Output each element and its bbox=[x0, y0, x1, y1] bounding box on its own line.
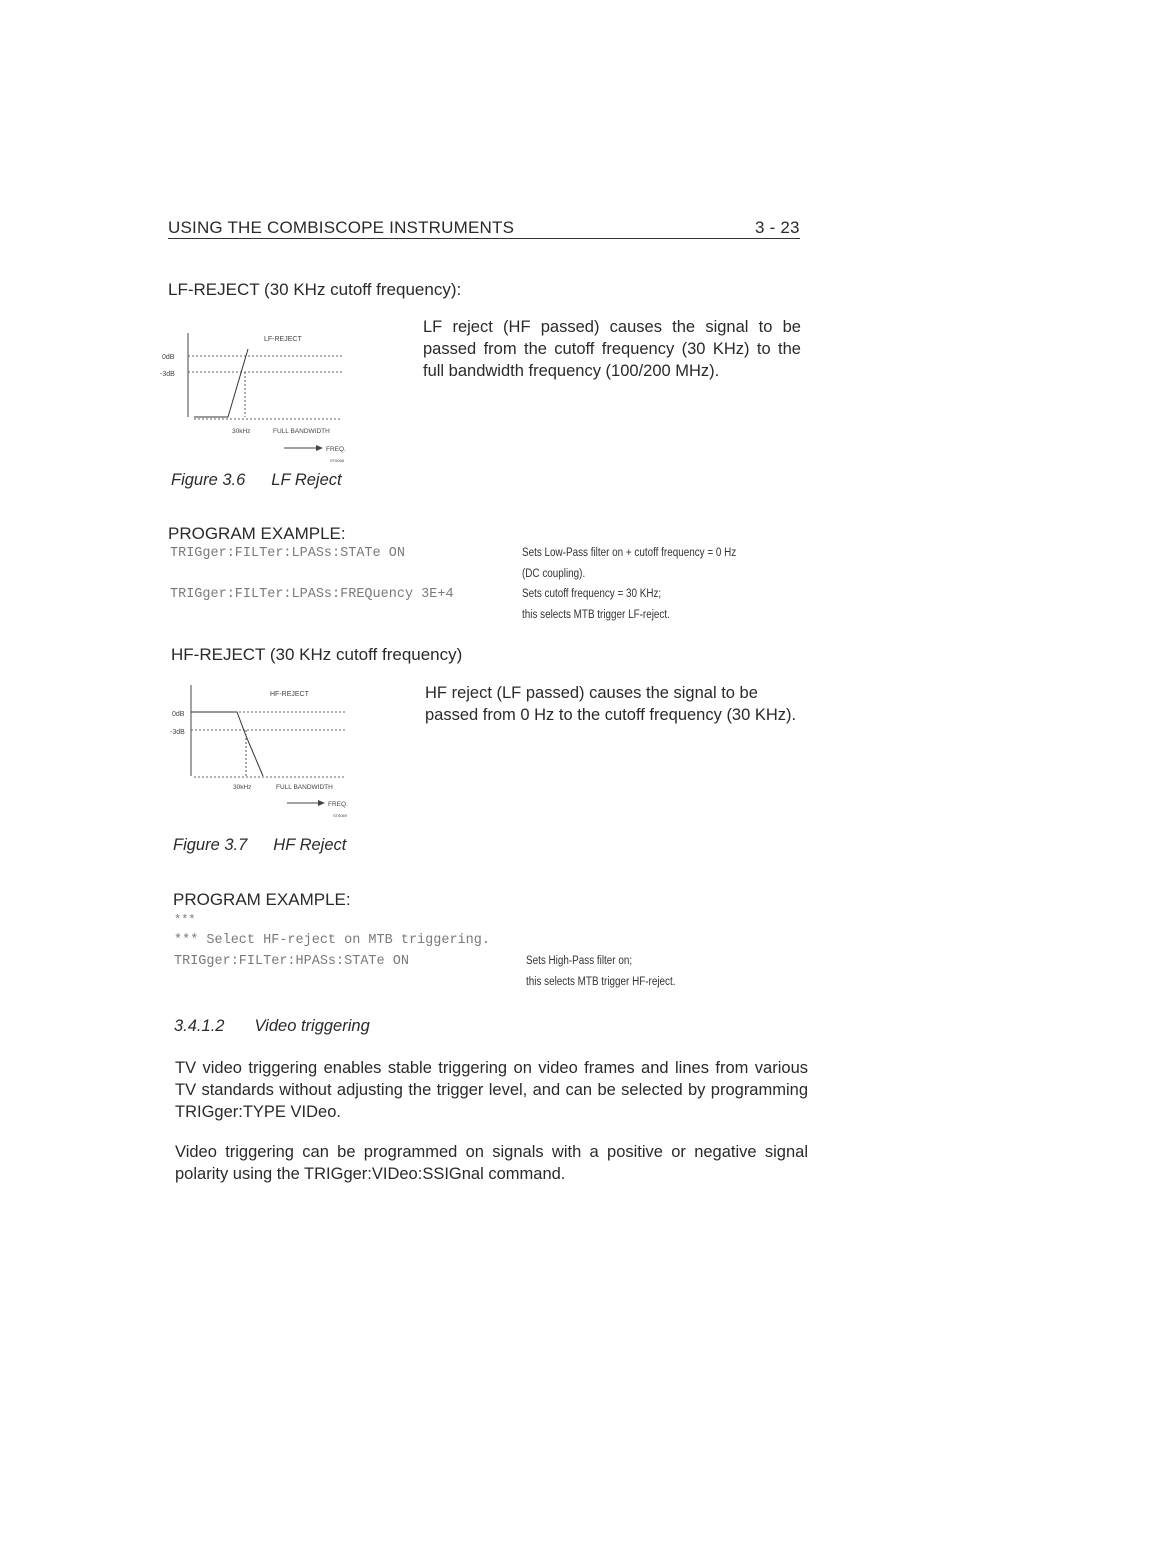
figure-3-7-caption bbox=[173, 836, 346, 855]
video-paragraph-1: TV video triggering enables stable triggering on video frames and lines from various TV standards without adjusting the trigger level, and can be selected by programming TRIGger:TYPE VIDeo. bbox=[175, 1059, 808, 1121]
graph-label: HF-REJECT bbox=[270, 691, 309, 698]
graph-label: LF-REJECT bbox=[264, 336, 302, 343]
graph-cutoff-label: 30kHz bbox=[233, 784, 252, 791]
code-note-line: this selects MTB trigger HF-reject. bbox=[526, 976, 676, 988]
graph-cutoff-label: 30kHz bbox=[232, 428, 251, 435]
graph-axis-label: FREQ. bbox=[328, 801, 348, 808]
graph-0db-label: 0dB bbox=[172, 711, 185, 718]
code-line: TRIGger:FILTer:HPASs:STATe ON bbox=[174, 954, 409, 969]
graph-bandwidth-label: FULL BANDWIDTH bbox=[273, 428, 330, 435]
graph-bandwidth-label: FULL BANDWIDTH bbox=[276, 784, 333, 791]
lf-reject-description: LF reject (HF passed) causes the signal to be passed from the cutoff frequency (30 KHz) to the full bandwidth frequency (100/200 MHz). bbox=[423, 318, 801, 380]
hf-reject-heading: HF-REJECT (30 KHz cutoff frequency) bbox=[171, 645, 463, 664]
graph-response-curve bbox=[191, 712, 263, 776]
page-number: 3 - 23 bbox=[755, 218, 800, 237]
code-note-line: this selects MTB trigger LF-reject. bbox=[522, 609, 670, 621]
code-line: TRIGger:FILTer:LPASs:STATe ON bbox=[170, 546, 405, 561]
figure-3-6-caption bbox=[171, 471, 342, 490]
figure-title: HF Reject bbox=[273, 836, 347, 854]
lf-reject-graph bbox=[160, 325, 360, 465]
graph-axis-label: FREQ. bbox=[326, 446, 346, 453]
code-note-line: Sets High-Pass filter on; bbox=[526, 955, 633, 967]
running-header-title: USING THE COMBISCOPE INSTRUMENTS bbox=[168, 218, 515, 237]
figure-number: Figure 3.6 bbox=[171, 471, 246, 489]
code-note bbox=[522, 584, 670, 626]
code-line: TRIGger:FILTer:LPASs:FREQuency 3E+4 bbox=[170, 587, 454, 602]
graph-3db-label: -3dB bbox=[160, 371, 175, 378]
figure-number: Figure 3.7 bbox=[173, 836, 248, 854]
header-rule bbox=[168, 238, 800, 239]
section-number: 3.4.1.2 bbox=[174, 1017, 225, 1035]
program-example-heading: PROGRAM EXAMPLE: bbox=[168, 524, 346, 543]
code-note-line: (DC coupling). bbox=[522, 568, 586, 580]
hf-reject-graph bbox=[160, 680, 360, 820]
graph-arrow-head bbox=[316, 445, 323, 451]
graph-0db-label: 0dB bbox=[162, 354, 175, 361]
code-note-line: Sets Low-Pass filter on + cutoff frequency = 0 Hz bbox=[522, 547, 737, 559]
graph-code: ST6069 bbox=[333, 813, 348, 818]
figure-title: LF Reject bbox=[271, 471, 342, 489]
code-comment: *** bbox=[174, 913, 196, 927]
video-paragraph-2: Video triggering can be programmed on signals with a positive or negative signal polarity using the TRIGger:VIDeo:SSIGnal command. bbox=[175, 1143, 808, 1183]
graph-arrow-head bbox=[318, 800, 325, 806]
graph-3db-label: -3dB bbox=[170, 729, 185, 736]
graph-response-curve bbox=[194, 349, 248, 417]
code-note-line: Sets cutoff frequency = 30 KHz; bbox=[522, 588, 662, 600]
section-title: Video triggering bbox=[254, 1017, 370, 1035]
code-note bbox=[522, 543, 736, 585]
program-example-heading: PROGRAM EXAMPLE: bbox=[173, 890, 351, 909]
hf-reject-description: HF reject (LF passed) causes the signal to be passed from 0 Hz to the cutoff frequency (30 KHz). bbox=[425, 684, 797, 724]
graph-code: ST6068 bbox=[330, 458, 345, 463]
code-comment: *** Select HF-reject on MTB triggering. bbox=[174, 933, 490, 948]
video-heading bbox=[174, 1017, 370, 1036]
lf-reject-heading: LF-REJECT (30 KHz cutoff frequency): bbox=[168, 280, 462, 299]
code-note bbox=[526, 951, 675, 993]
